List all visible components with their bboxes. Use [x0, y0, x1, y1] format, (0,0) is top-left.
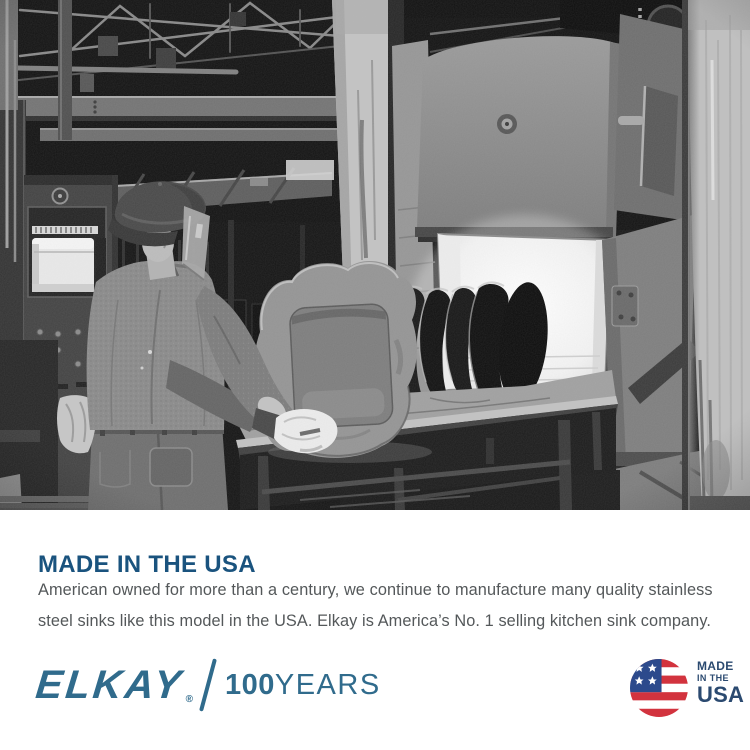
badge-text: [697, 660, 744, 706]
100-years-lockup: [225, 669, 381, 702]
badge-line-made: MADE: [697, 659, 734, 673]
made-in-usa-badge: [630, 658, 750, 720]
elkay-100-years-logo: [33, 653, 381, 717]
elkay-wordmark: ELKAY: [33, 663, 186, 707]
usa-flag-icon: [630, 659, 688, 717]
years-number: 100: [224, 668, 275, 701]
years-word: YEARS: [274, 668, 381, 701]
badge-line-in-the: IN THE: [697, 673, 729, 683]
logo-slash-divider: [199, 658, 217, 711]
section-heading: MADE IN THE USA: [38, 551, 256, 579]
section-body: [38, 575, 713, 637]
badge-line-usa: USA: [697, 682, 745, 707]
body-line-1: American owned for more than a century, we continue to manufacture many quality stainless: [38, 581, 713, 599]
body-line-2: steel sinks like this model in the USA. Elkay is America’s No. 1 selling kitchen sink company.: [38, 612, 711, 630]
registered-trademark-symbol: ®: [185, 694, 193, 705]
